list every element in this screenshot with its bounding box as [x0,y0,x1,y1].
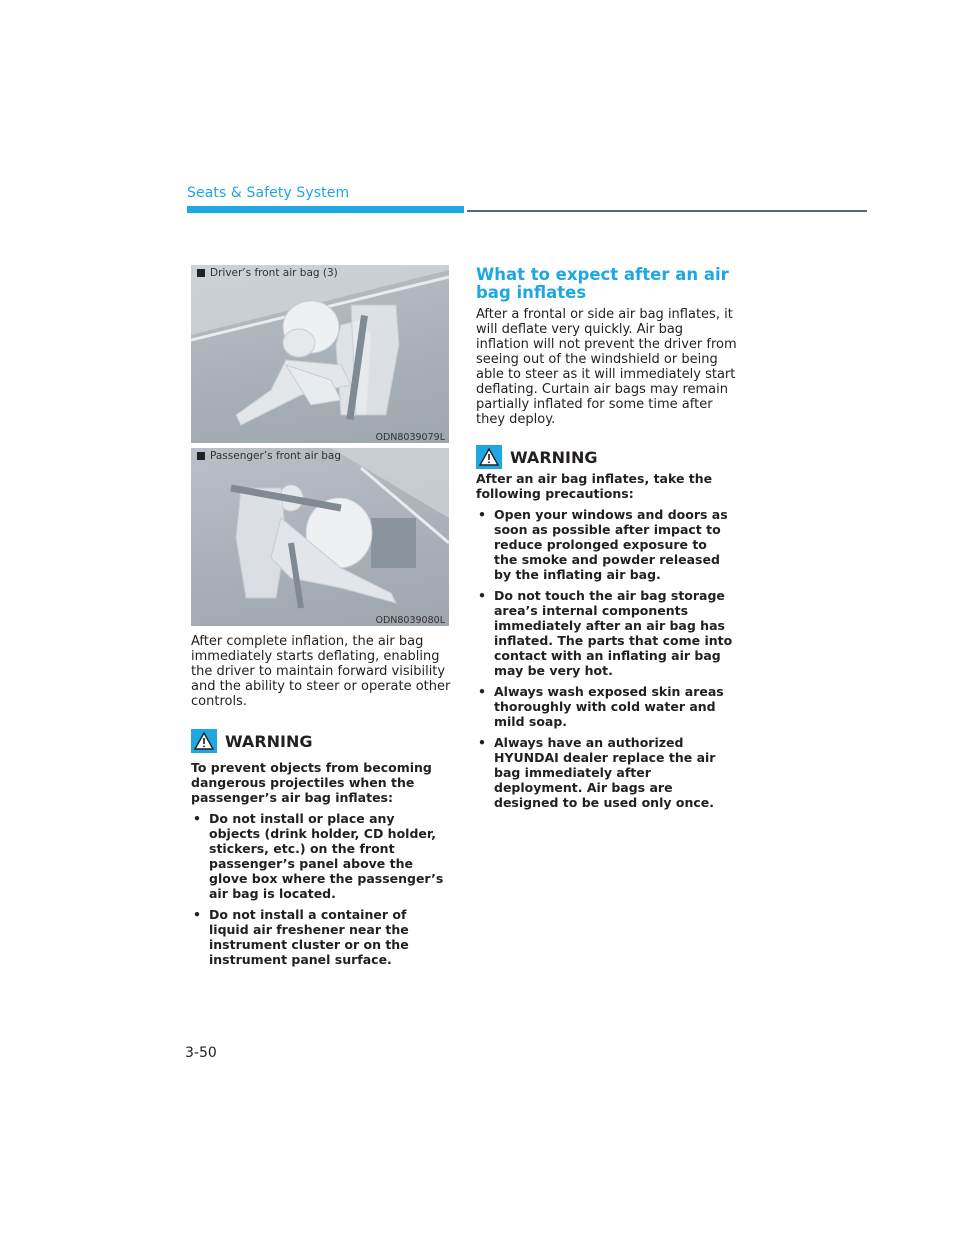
figure-caption [197,267,338,279]
warning-intro: After an air bag inflates, take the following precautions: [476,471,713,501]
after-inflation-paragraph: After a frontal or side air bag inflates, it will deflate very quickly. Air bag inflation will not prevent the driver from seeing out of the windshield or being able to steer as it will immediately start deflating. Curtain air bags may remain partially inflated for some time after they deploy. [476,307,737,427]
list-item: • Always have an authorized HYUNDAI dealer replace the air bag immediately after deployment. Air bags are designed to be used only once. [476,735,734,810]
deflation-paragraph: After complete inflation, the air bag immediately starts deflating, enabling the driver to maintain forward visibility and the ability to steer or operate other controls. [191,634,451,709]
page-number: 3-50 [185,1045,217,1061]
figure-code: ODN8039079L [375,432,445,443]
section-header-title: Seats & Safety System [187,185,350,201]
list-item: • Do not install or place any objects (drink holder, CD holder, stickers, etc.) on the front passenger’s panel above the glove box where the passenger’s air bag is located. [191,811,446,901]
warning-list [191,811,446,967]
warning-heading-left [191,729,313,753]
list-item: • Always wash exposed skin areas thoroughly with cold water and mild soap. [476,684,734,729]
figure-caption-text: Passenger’s front air bag [210,450,342,462]
section-title: What to expect after an air bag inflates [476,265,729,302]
header-accent-bar [187,206,464,213]
warning-heading-right [476,445,598,469]
square-bullet-icon [197,452,205,460]
figure-caption-text: Driver’s front air bag (3) [210,267,338,279]
warning-intro: To prevent objects from becoming dangerous projectiles when the passenger’s air bag inflates: [191,760,432,805]
warning-block-right [476,471,734,816]
warning-list [476,507,734,810]
square-bullet-icon [197,269,205,277]
figure-caption [197,450,341,462]
figure-code: ODN8039080L [375,615,445,626]
warning-block-left [191,760,446,973]
list-item: • Do not install a container of liquid air freshener near the instrument cluster or on the instrument panel surface. [191,907,446,967]
driver-airbag-illustration [191,265,449,443]
list-item: • Open your windows and doors as soon as possible after impact to reduce prolonged exposure to the smoke and powder released by the inflating air bag. [476,507,734,582]
passenger-airbag-figure [191,448,449,626]
warning-triangle-icon [476,445,502,469]
passenger-airbag-illustration [191,448,449,626]
header-rule [467,210,867,212]
list-item: • Do not touch the air bag storage area’s internal components immediately after an air bag has inflated. The parts that come into contact with an inflating air bag may be very hot. [476,588,734,678]
warning-triangle-icon [191,729,217,753]
warning-heading-text: WARNING [510,447,598,467]
driver-airbag-figure [191,265,449,443]
warning-heading-text: WARNING [225,731,313,751]
